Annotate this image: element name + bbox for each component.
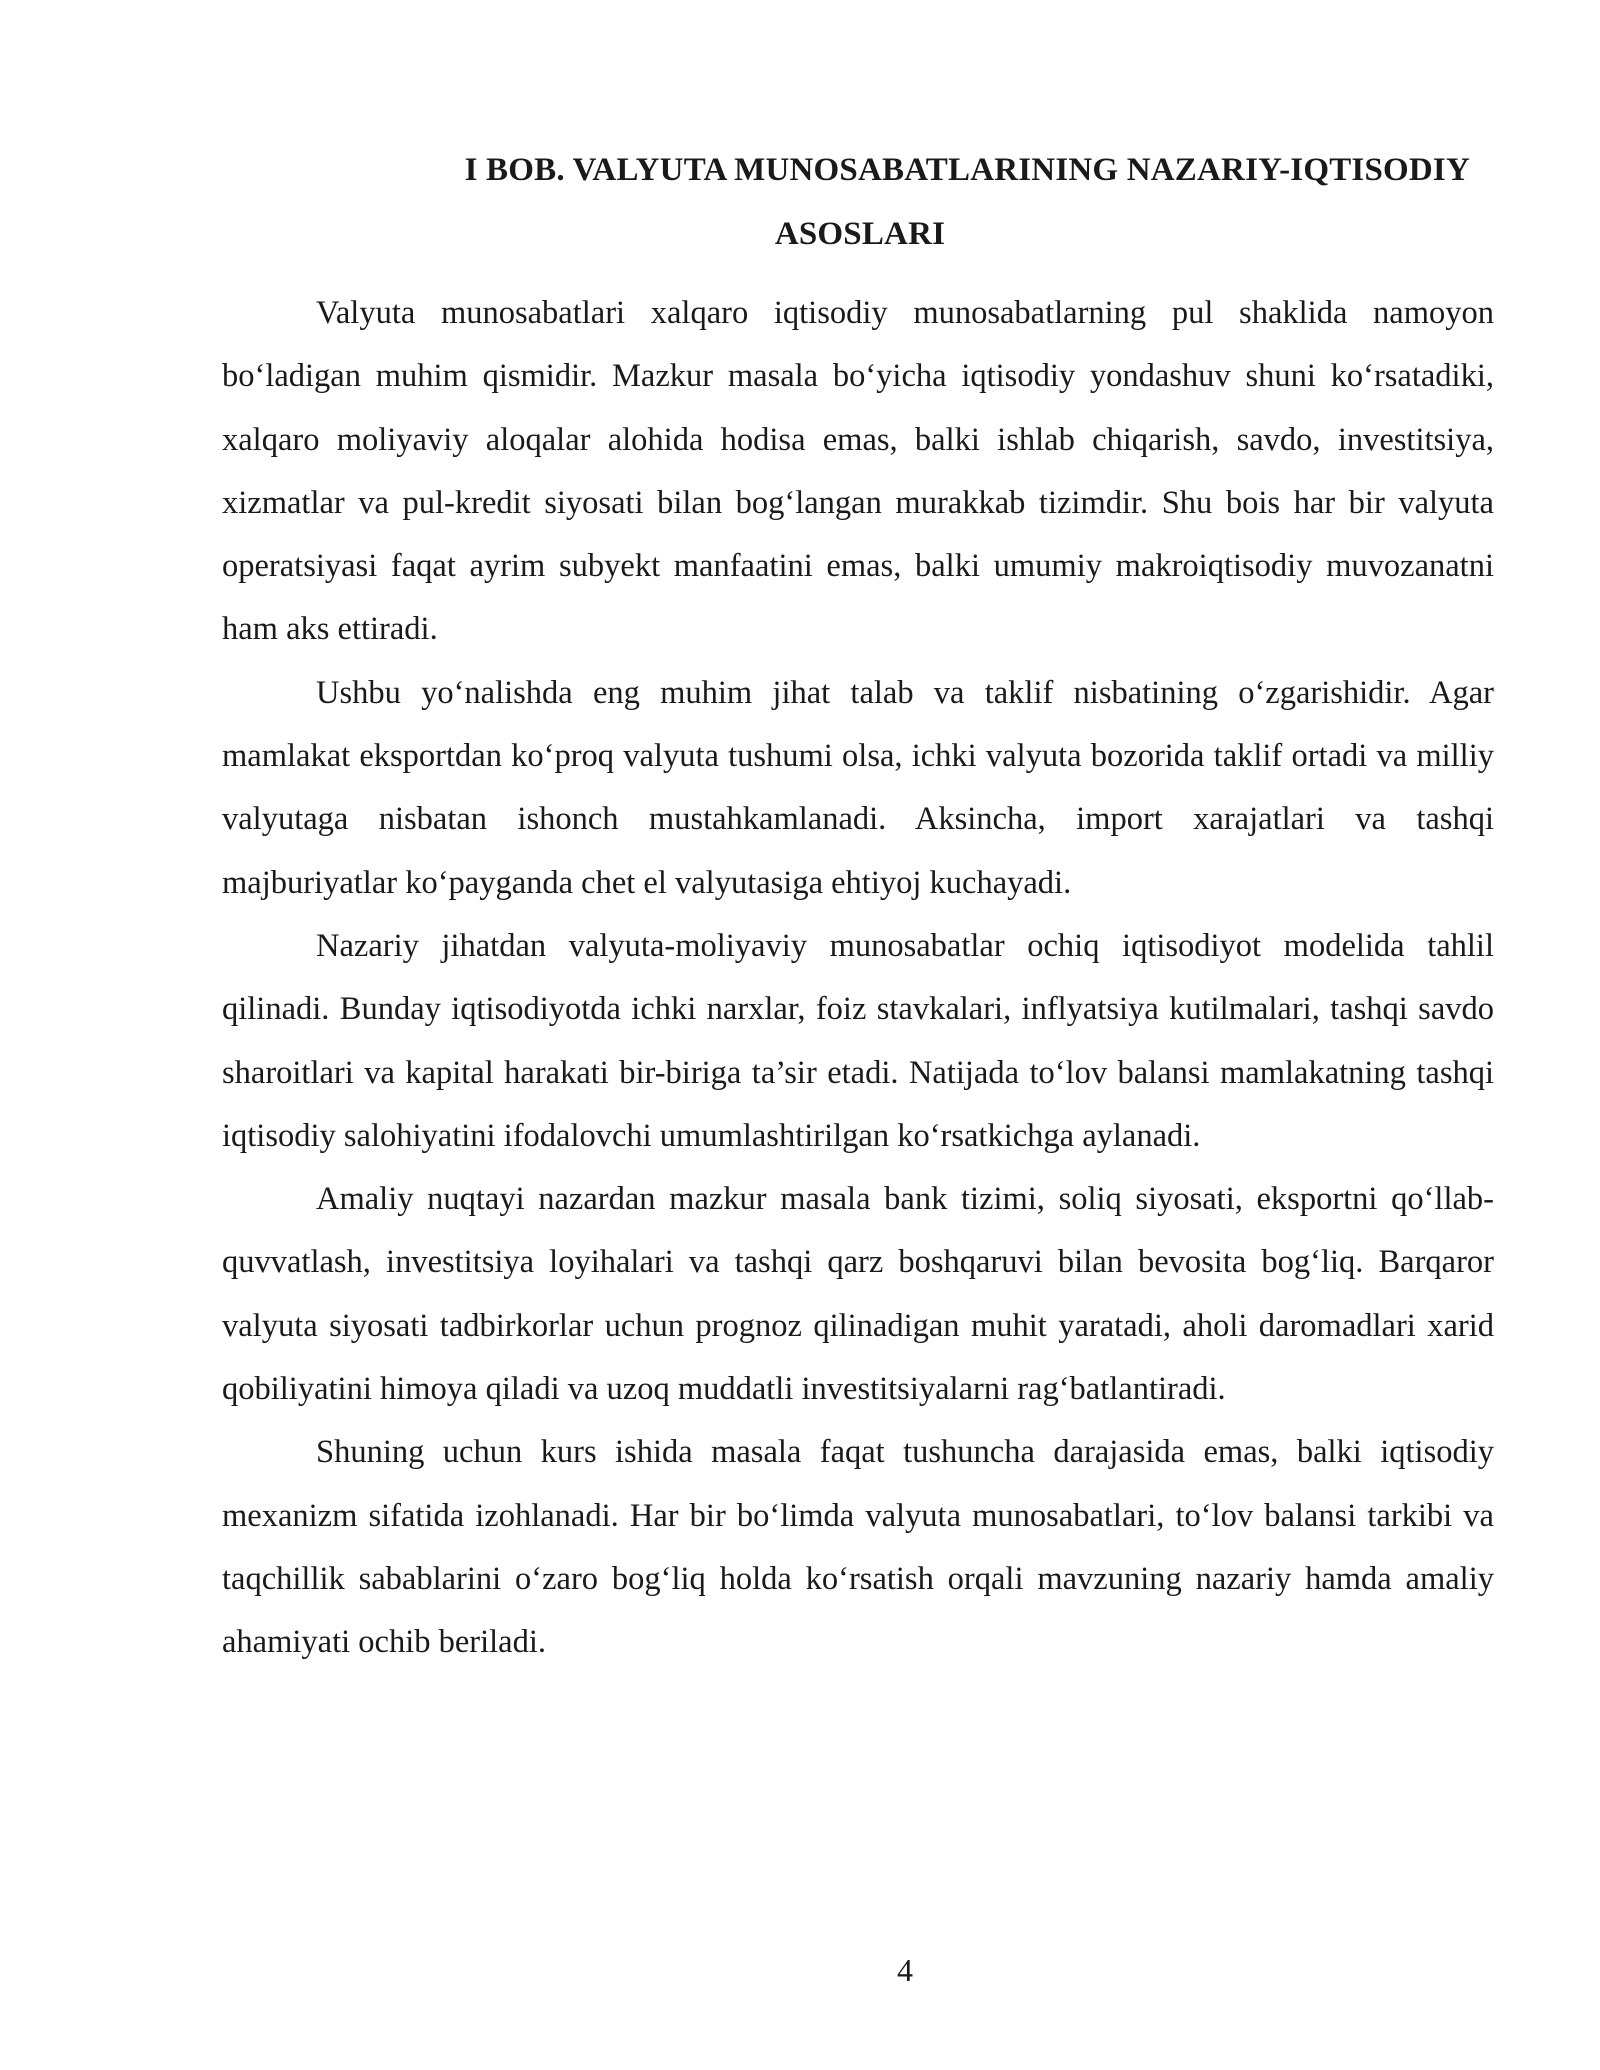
paragraph: Valyuta munosabatlari xalqaro iqtisodiy munosabatlarning pul shaklida namoyon bo‘ladigan muhim qismidir. Mazkur masala bo‘yicha iqtisodiy yondashuv shuni ko‘rsatadiki, xalqaro moliyaviy aloqalar alohida hodisa emas, balki ishlab chiqarish, savdo, investitsiya, xizmatlar va pul-kredit siyosati bilan bog‘langan murakkab tizimdir. Shu bois har bir valyuta operatsiyasi faqat ayrim subyekt manfaatini emas, balki umumiy makroiqtisodiy muvozanatni ham aks ettiradi. — [222, 295, 1494, 648]
chapter-heading-line-1: I BOB. VALYUTA MUNOSABATLARINING NAZARIY-IQTISODIY — [464, 152, 1470, 188]
paragraph: Shuning uchun kurs ishida masala faqat tushuncha darajasida emas, balki iqtisodiy mexanizm sifatida izohlanadi. Har bir bo‘limda valyuta munosabatlari, to‘lov balansi tarkibi va taqchillik sabablarini o‘zaro bog‘liq holda ko‘rsatish orqali mavzuning nazariy hamda amaliy ahamiyati ochib beriladi. — [222, 1434, 1494, 1661]
chapter-heading-line-2: ASOSLARI — [774, 216, 946, 252]
chapter-body — [222, 282, 1494, 1675]
paragraph: Amaliy nuqtayi nazardan mazkur masala bank tizimi, soliq siyosati, eksportni qo‘llab-quvvatlash, investitsiya loyihalari va tashqi qarz boshqaruvi bilan bevosita bog‘liq. Barqaror valyuta siyosati tadbirkorlar uchun prognoz qilinadigan muhit yaratadi, aholi daromadlari xarid qobiliyatini himoya qiladi va uzoq muddatli investitsiyalarni rag‘batlantiradi. — [222, 1181, 1494, 1408]
paragraph: Ushbu yo‘nalishda eng muhim jihat talab va taklif nisbatining o‘zgarishidir. Agar mamlakat eksportdan ko‘proq valyuta tushumi olsa, ichki valyuta bozorida taklif ortadi va milliy valyutaga nisbatan ishonch mustahkamlanadi. Aksincha, import xarajatlari va tashqi majburiyatlar ko‘payganda chet el valyutasiga ehtiyoj kuchayadi. — [222, 674, 1494, 901]
paragraph: Nazariy jihatdan valyuta-moliyaviy munosabatlar ochiq iqtisodiyot modelida tahlil qilinadi. Bunday iqtisodiyotda ichki narxlar, foiz stavkalari, inflyatsiya kutilmalari, tashqi savdo sharoitlari va kapital harakati bir-biriga ta’sir etadi. Natijada to‘lov balansi mamlakatning tashqi iqtisodiy salohiyatini ifodalovchi umumlashtirilgan ko‘rsatkichga aylanadi. — [222, 927, 1494, 1154]
page-number: 4 — [897, 1952, 913, 1988]
